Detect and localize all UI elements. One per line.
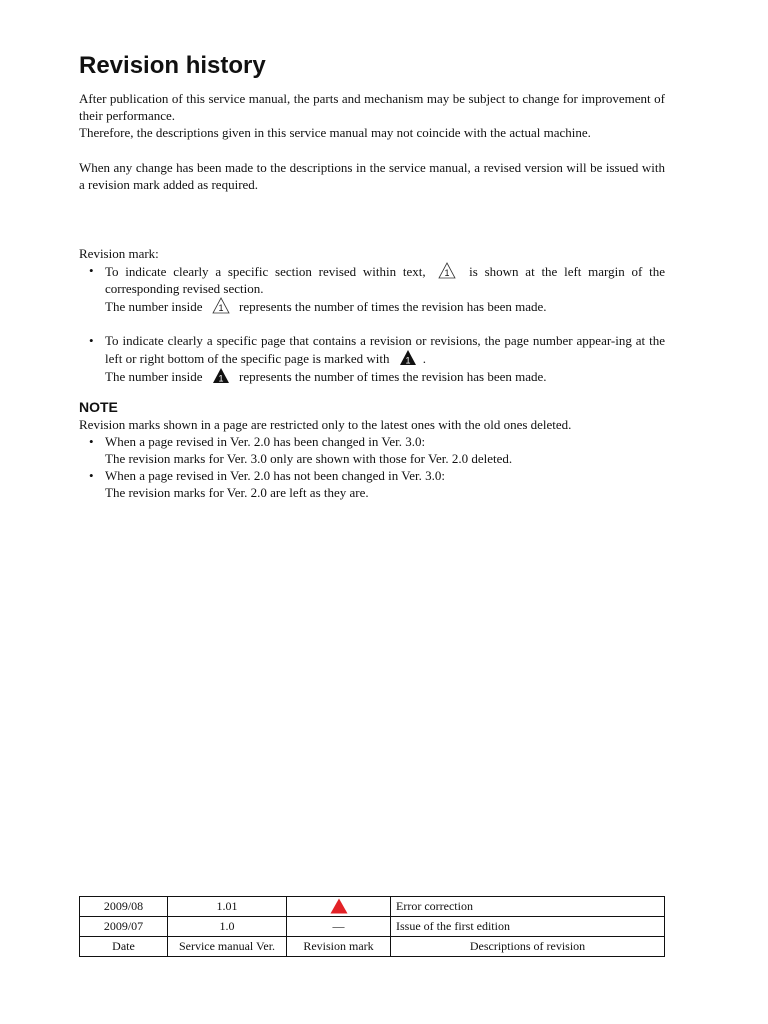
version-cell: 1.0 bbox=[168, 917, 287, 937]
revision-mark-list bbox=[79, 262, 665, 385]
revision-mark-bullet-2 bbox=[79, 332, 665, 385]
version-header: Service manual Ver. bbox=[168, 937, 287, 957]
svg-text:1: 1 bbox=[405, 355, 411, 366]
table-row bbox=[80, 917, 665, 937]
note-bullet-1 bbox=[79, 433, 665, 467]
note-text: Revision marks shown in a page are restricted only to the latest ones with the old ones deleted. bbox=[79, 417, 572, 432]
outline-triangle-icon bbox=[212, 297, 230, 314]
bullet1-line2-after: represents the number of times the revision has been made. bbox=[238, 299, 547, 314]
intro-paragraph-1: After publication of this service manual, the parts and mechanism may be subject to change for improvement of their performance. bbox=[79, 91, 665, 123]
mark-cell bbox=[287, 897, 391, 917]
filled-triangle-icon bbox=[212, 367, 230, 384]
note-bullet-1-line1: When a page revised in Ver. 2.0 has been changed in Ver. 3.0: bbox=[105, 434, 426, 449]
bullet-dot: • bbox=[89, 333, 94, 348]
bullet2-line1-before: To indicate clearly a specific page that contains a revision or revisions, the page number appear-ing at the left or right bottom of the specific page is marked with bbox=[105, 333, 665, 366]
svg-text:1: 1 bbox=[444, 268, 450, 278]
description-cell: Issue of the first edition bbox=[391, 917, 665, 937]
note-heading: NOTE bbox=[79, 399, 118, 415]
table-row bbox=[80, 897, 665, 917]
description-cell: Error correction bbox=[391, 897, 665, 917]
revision-mark-heading: Revision mark: bbox=[79, 246, 159, 261]
bullet1-line1-before: To indicate clearly a specific section revised within text, bbox=[105, 264, 426, 279]
description-header: Descriptions of revision bbox=[391, 937, 665, 957]
intro-paragraph-2: Therefore, the descriptions given in this service manual may not coincide with the actual machine. bbox=[79, 125, 591, 140]
bullet2-line1-after: . bbox=[422, 351, 426, 366]
note-bullet-1-line2: The revision marks for Ver. 3.0 only are shown with those for Ver. 2.0 deleted. bbox=[105, 451, 513, 466]
bullet1-line2-before: The number inside bbox=[105, 299, 203, 314]
mark-header: Revision mark bbox=[287, 937, 391, 957]
note-bullet-2-line2: The revision marks for Ver. 2.0 are left as they are. bbox=[105, 485, 369, 500]
bullet-dot: • bbox=[89, 263, 94, 278]
mark-cell: — bbox=[287, 917, 391, 937]
red-triangle-icon bbox=[330, 898, 348, 914]
bullet2-line2-after: represents the number of times the revision has been made. bbox=[238, 369, 547, 384]
note-list bbox=[79, 433, 665, 501]
bullet2-line2-before: The number inside bbox=[105, 369, 203, 384]
date-cell: 2009/08 bbox=[80, 897, 168, 917]
version-cell: 1.01 bbox=[168, 897, 287, 917]
bullet-dot: • bbox=[89, 468, 94, 483]
note-bullet-2-line1: When a page revised in Ver. 2.0 has not been changed in Ver. 3.0: bbox=[105, 468, 445, 483]
revision-mark-bullet-1 bbox=[79, 262, 665, 315]
svg-text:1: 1 bbox=[218, 373, 224, 384]
intro-paragraph-3: When any change has been made to the descriptions in the service manual, a revised version will be issued with a revision mark added as required. bbox=[79, 160, 665, 192]
note-bullet-2 bbox=[79, 467, 665, 501]
revision-table bbox=[79, 896, 665, 957]
svg-text:1: 1 bbox=[218, 303, 224, 313]
bullet1-line1-after: is shown at the left margin of the corresponding revised section. bbox=[105, 264, 665, 296]
outline-triangle-icon bbox=[438, 262, 456, 279]
filled-triangle-icon bbox=[399, 349, 417, 366]
page-title: Revision history bbox=[79, 52, 266, 79]
date-cell: 2009/07 bbox=[80, 917, 168, 937]
table-header-row bbox=[80, 937, 665, 957]
bullet-dot: • bbox=[89, 434, 94, 449]
date-header: Date bbox=[80, 937, 168, 957]
